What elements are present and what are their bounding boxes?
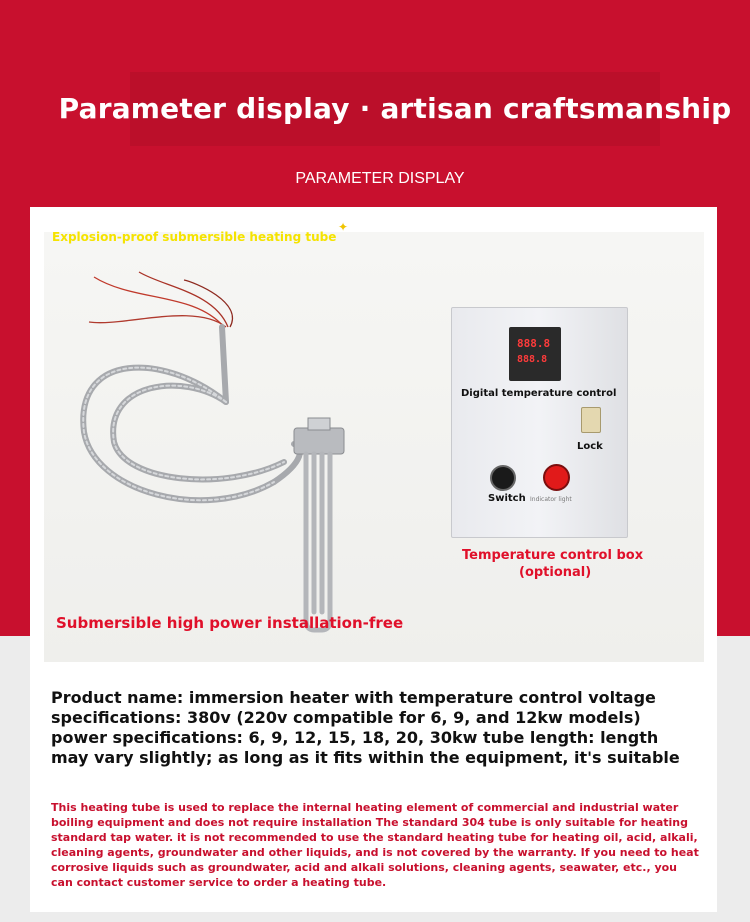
switch-knob-icon: [490, 465, 516, 491]
switch-label: Switch: [488, 493, 526, 504]
digital-controller: [509, 327, 561, 381]
controller-label: Digital temperature control: [461, 388, 617, 399]
box-caption-optional: (optional): [519, 565, 592, 580]
product-description: [51, 688, 711, 768]
note-line: can contact customer service to order a heating tube.: [51, 876, 387, 889]
note-line: boiling equipment and does not require installation The standard 304 tube is only suitable for heating: [51, 816, 689, 829]
description-line: power specifications: 6, 9, 12, 15, 18, 20, 30kw tube length: length: [51, 728, 659, 747]
controller-display-top: 888.8: [517, 337, 551, 350]
note-line: corrosive liquids such as groundwater, acid and alkali solutions, cleaning agents, seawater, etc., you: [51, 861, 678, 874]
indicator-label: Indicator light: [530, 496, 572, 503]
page-headline: Parameter display · artisan craftsmanship: [58, 92, 732, 125]
section-subheading: PARAMETER DISPLAY: [295, 170, 465, 187]
indicator-light-icon: [543, 464, 570, 491]
lock-icon: [581, 407, 601, 433]
note-line: cleaning agents, groundwater and other liquids, and is not covered by the warranty. If you need to heat: [51, 846, 699, 859]
sparkle-icon: ✦: [338, 220, 349, 234]
warranty-note: [51, 800, 711, 890]
tube-title: Explosion-proof submersible heating tube: [52, 230, 337, 244]
lock-label: Lock: [577, 441, 603, 452]
description-line: specifications: 380v (220v compatible for 6, 9, and 12kw models): [51, 708, 641, 727]
description-line: may vary slightly; as long as it fits within the equipment, it's suitable: [51, 748, 680, 767]
note-line: standard tap water. it is not recommended to use the standard heating tube for heating oil, acid, alkali,: [51, 831, 698, 844]
note-line: This heating tube is used to replace the internal heating element of commercial and industrial water: [51, 801, 679, 814]
tube-caption: Submersible high power installation-free: [56, 614, 404, 632]
controller-display-bottom: 888.8: [517, 354, 548, 365]
box-caption: Temperature control box: [462, 548, 644, 563]
description-line: Product name: immersion heater with temperature control voltage: [51, 688, 656, 707]
